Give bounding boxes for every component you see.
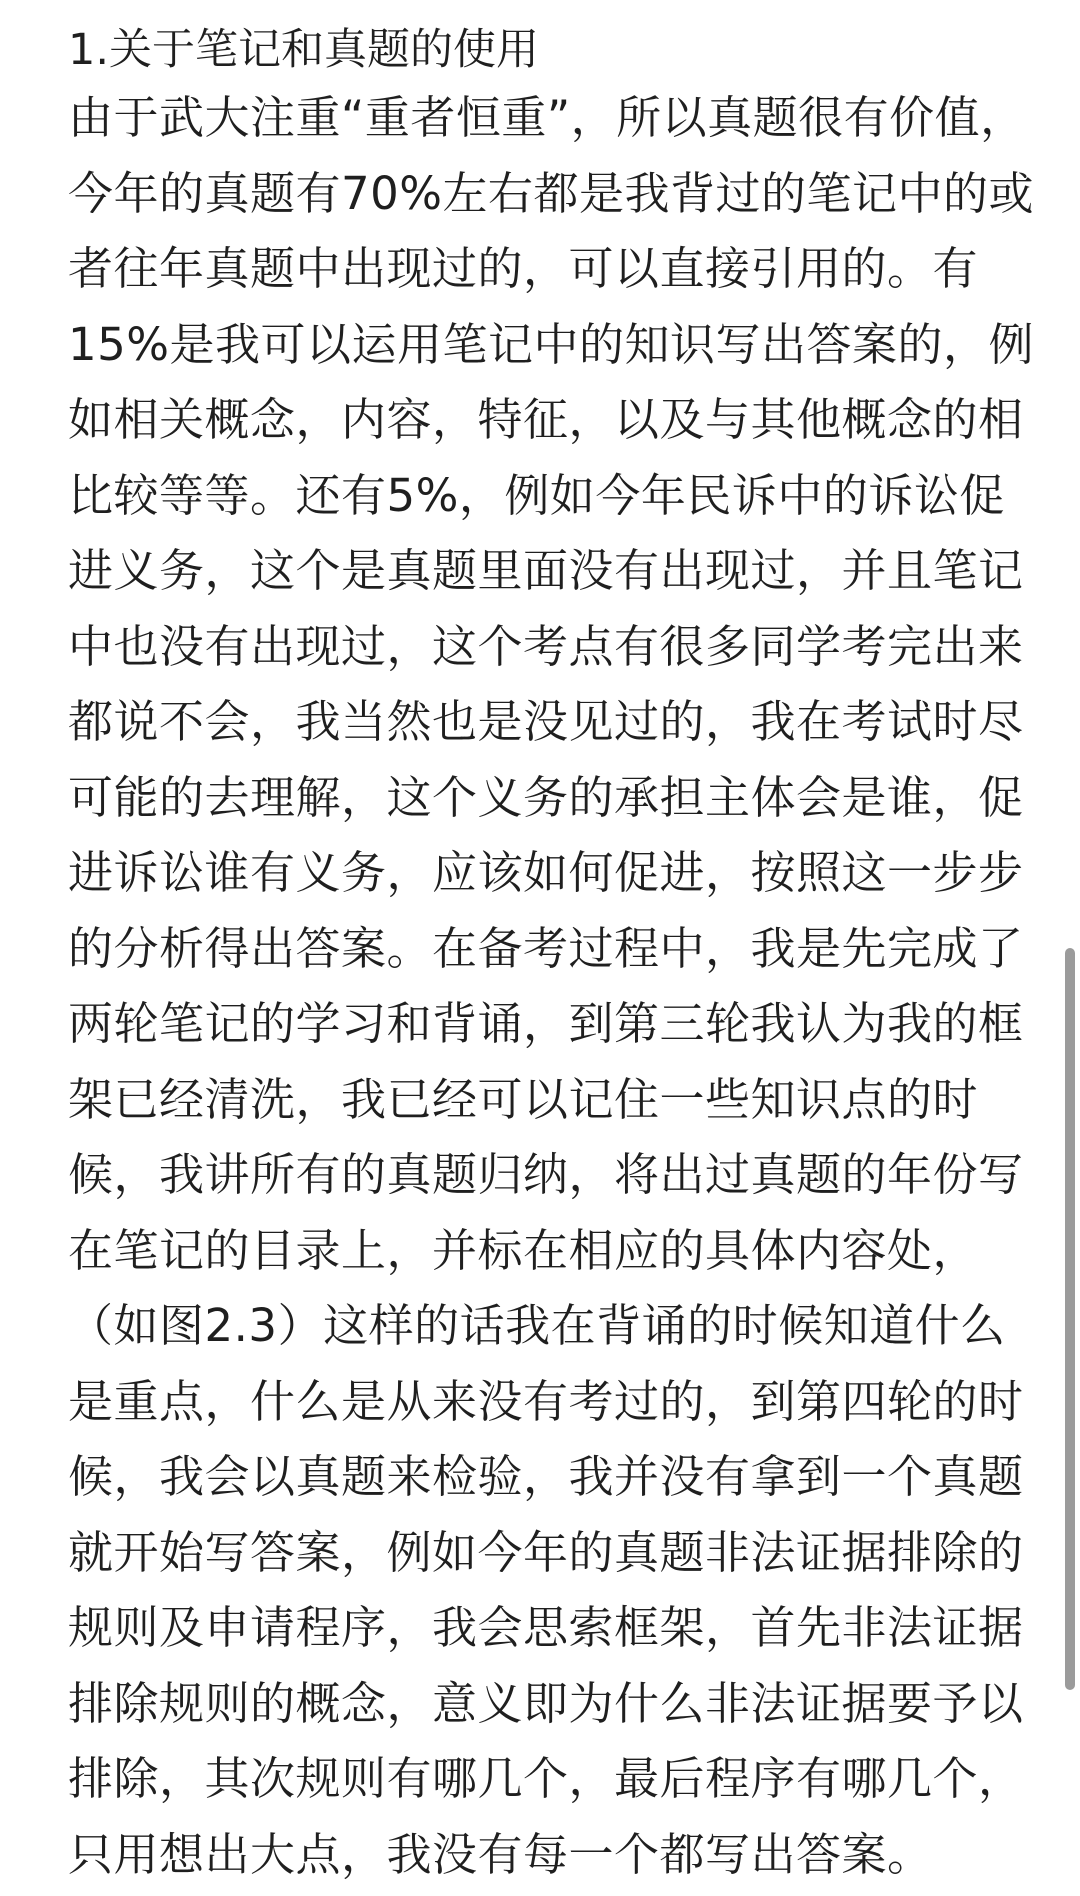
article-body (68, 80, 1035, 1892)
section-heading: 1.关于笔记和真题的使用 (68, 25, 540, 75)
text-line: 中也没有出现过，这个考点有很多同学考完出来 (68, 619, 1024, 673)
vertical-scrollbar[interactable] (1062, 0, 1076, 1896)
text-line: 候，我会以真题来检验，我并没有拿到一个真题 (68, 1450, 1024, 1503)
article-content (68, 22, 1035, 1892)
scrollbar-thumb[interactable] (1065, 948, 1075, 1690)
text-line: 排除，其次规则有哪几个，最后程序有哪几个， (68, 1752, 1024, 1805)
text-line: 今年的真题有70%左右都是我背过的笔记中的或 (68, 166, 1035, 220)
text-line: 只用想出大点，我没有每一个都写出答案。 (68, 1827, 933, 1881)
text-line: 候，我讲所有的真题归纳，将出过真题的年份写 (68, 1148, 1024, 1201)
text-line: 都说不会，我当然也是没见过的，我在考试时尽 (68, 695, 1024, 748)
text-line: 进诉讼谁有义务，应该如何促进，按照这一步步 (68, 846, 1024, 899)
text-line: 15%是我可以运用笔记中的知识写出答案的，例 (68, 317, 1035, 371)
text-line: 两轮笔记的学习和背诵，到第三轮我认为我的框 (68, 997, 1024, 1050)
text-line: 进义务，这个是真题里面没有出现过，并且笔记 (68, 544, 1024, 597)
text-line: 就开始写答案，例如今年的真题非法证据排除的 (68, 1525, 1024, 1579)
text-line: 在笔记的目录上，并标在相应的具体内容处， (68, 1223, 979, 1277)
text-line: 如相关概念，内容，特征，以及与其他概念的相 (68, 393, 1024, 446)
text-line: 者往年真题中出现过的，可以直接引用的。有 (68, 242, 979, 295)
text-line: 比较等等。还有5%，例如今年民诉中的诉讼促 (68, 468, 1005, 522)
text-line: 规则及申请程序，我会思索框架，首先非法证据 (68, 1601, 1024, 1654)
text-line: （如图2.3）这样的话我在背诵的时候知道什么 (68, 1299, 1006, 1352)
text-line: 的分析得出答案。在备考过程中，我是先完成了 (68, 921, 1024, 975)
text-line: 可能的去理解，这个义务的承担主体会是谁，促 (68, 770, 1024, 824)
text-line: 由于武大注重“重者恒重”，所以真题很有价值， (68, 91, 1026, 144)
text-line: 排除规则的概念，意义即为什么非法证据要予以 (68, 1676, 1024, 1730)
text-line: 架已经清洗，我已经可以记住一些知识点的时 (68, 1072, 979, 1126)
text-line: 是重点，什么是从来没有考过的，到第四轮的时 (68, 1374, 1024, 1428)
